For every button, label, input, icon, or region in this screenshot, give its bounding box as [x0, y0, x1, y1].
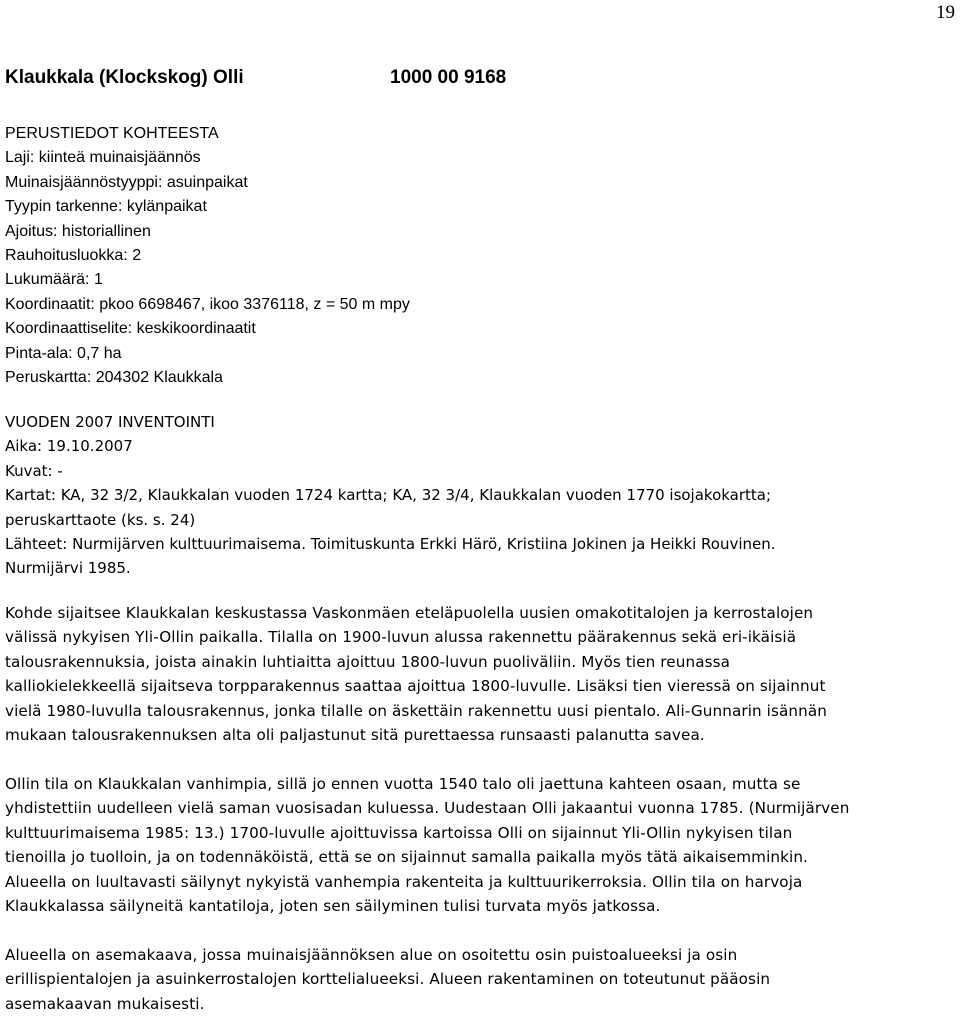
inventory-section [5, 410, 955, 581]
description-paragraph-3 [5, 943, 955, 1016]
paragraph-line: yhdistettiin uudelleen vielä saman vuosisadan kuluessa. Uudestaan Olli jakaantui vuonna 1785. (Nurmijärven [5, 799, 850, 818]
basic-info-row: Peruskartta: 204302 Klaukkala [5, 369, 223, 387]
site-title-row [5, 67, 507, 89]
paragraph-line: kalliokielekkeellä sijaitseva torpparakennus saattaa ajoittua 1800-luvulle. Lisäksi tien vieressä on sijainnut [5, 677, 826, 696]
inventory-maps: Kartat: KA, 32 3/2, Klaukkalan vuoden 1724 kartta; KA, 32 3/4, Klaukkalan vuoden 1770 isojakokartta; [5, 486, 772, 505]
paragraph-line: erillispientalojen ja asuinkerrostalojen korttelialueeksi. Alueen rakentaminen on toteutunut pääosin [5, 970, 771, 989]
basic-info-row: Laji: kiinteä muinaisjäännös [5, 149, 201, 167]
inventory-sources: Lähteet: Nurmijärven kulttuurimaisema. Toimituskunta Erkki Härö, Kristiina Jokinen ja Heikki Rouvinen. [5, 535, 776, 554]
page-number: 19 [936, 2, 955, 23]
paragraph-line: Klaukkalassa säilyneitä kantatiloja, joten sen säilyminen tulisi turvata myös jatkossa. [5, 897, 661, 916]
basic-info-row: Ajoitus: historiallinen [5, 222, 151, 240]
inventory-photos: Kuvat: - [5, 461, 63, 480]
paragraph-line: vielä 1980-luvulla talousrakennus, jonka tilalle on äskettäin rakennettu uusi pientalo. Ali-Gunnarin isännän [5, 701, 828, 720]
basic-info-row: Koordinaattiselite: keskikoordinaatit [5, 320, 256, 338]
paragraph-line: tienoilla jo tuolloin, ja on todennäköistä, että se on sijainnut samalla paikalla myös tätä aikaisemminkin. [5, 848, 808, 867]
description-paragraph-2 [5, 772, 955, 918]
paragraph-line: Alueella on asemakaava, jossa muinaisjäännöksen alue on osoitettu osin puistoalueeksi ja osin [5, 946, 738, 964]
inventory-heading: VUODEN 2007 INVENTOINTI [5, 413, 215, 431]
basic-info-section [5, 122, 410, 390]
basic-info-heading: PERUSTIEDOT KOHTEESTA [5, 125, 219, 142]
paragraph-line: Kohde sijaitsee Klaukkalan keskustassa Vaskonmäen eteläpuolella uusien omakotitalojen ja kerrostalojen [5, 604, 814, 622]
inventory-maps-cont: peruskarttaote (ks. s. 24) [5, 510, 196, 529]
description-paragraph-1 [5, 601, 955, 747]
basic-info-row: Lukumäärä: 1 [5, 271, 103, 289]
paragraph-line: Alueella on luultavasti säilynyt nykyistä vanhempia rakenteita ja kulttuurikerroksia. Ollin tila on harvoja [5, 872, 803, 891]
paragraph-line: Ollin tila on Klaukkalan vanhimpia, sillä jo ennen vuotta 1540 talo oli jaettuna kahteen osaan, mutta se [5, 775, 801, 793]
paragraph-line: talousrakennuksia, joista ainakin luhtiaitta ajoittuu 1800-luvun puoliväliin. Myös tien reunassa [5, 652, 731, 671]
basic-info-row: Muinaisjäännöstyyppi: asuinpaikat [5, 173, 248, 191]
basic-info-row: Pinta-ala: 0,7 ha [5, 344, 122, 362]
paragraph-line: asemakaavan mukaisesti. [5, 994, 205, 1013]
paragraph-line: mukaan talousrakennuksen alta oli paljastunut sitä purettaessa runsaasti palanutta savea. [5, 726, 705, 745]
basic-info-row: Rauhoitusluokka: 2 [5, 247, 142, 265]
inventory-date: Aika: 19.10.2007 [5, 437, 133, 456]
basic-info-row: Koordinaatit: pkoo 6698467, ikoo 3376118, z = 50 m mpy [5, 295, 410, 313]
site-name: Klaukkala (Klockskog) Olli [5, 67, 244, 88]
inventory-sources-cont: Nurmijärvi 1985. [5, 559, 131, 578]
basic-info-row: Tyypin tarkenne: kylänpaikat [5, 198, 207, 216]
paragraph-line: kulttuurimaisema 1985: 13.) 1700-luvulle ajoittuvissa kartoissa Olli on sijainnut Yli-Ollin nykyisen tilan [5, 823, 793, 842]
site-id: 1000 00 9168 [390, 67, 507, 88]
paragraph-line: välissä nykyisen Yli-Ollin paikalla. Tilalla on 1900-luvun alussa rakennettu päärakennus sekä eri-ikäisiä [5, 628, 797, 647]
